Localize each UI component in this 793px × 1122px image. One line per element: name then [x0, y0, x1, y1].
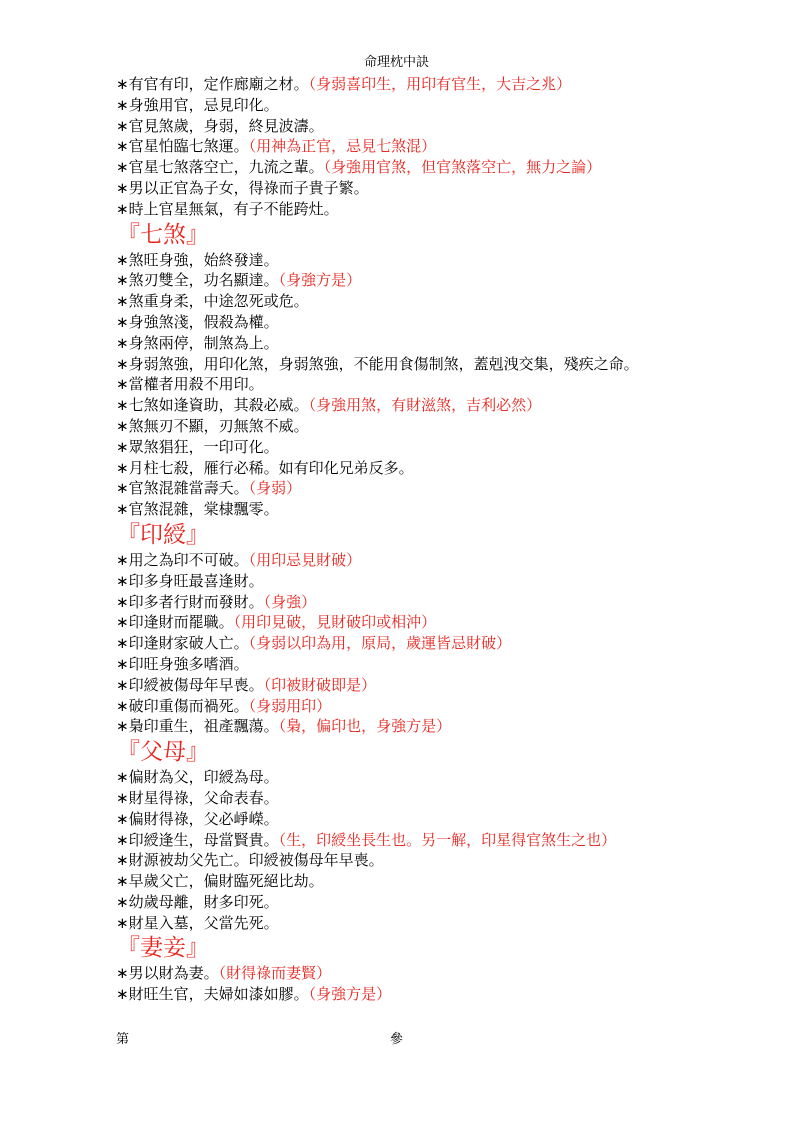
verse-line	[116, 157, 776, 178]
annotation-note: （用印見破，見財破印或相沖）	[233, 613, 437, 632]
verse-line	[116, 571, 776, 592]
verse-line	[116, 716, 776, 737]
verse-line	[116, 984, 776, 1005]
document-body	[116, 74, 776, 1005]
verse-line	[116, 416, 776, 437]
verse-text: ∗偏財得祿，父必崢嶸。	[116, 809, 279, 828]
verse-line	[116, 458, 776, 479]
annotation-note: （身弱以印為用，原局，歲運皆忌財破）	[248, 634, 512, 653]
verse-line	[116, 696, 776, 717]
annotation-note: （身弱用印）	[248, 696, 332, 715]
verse-text: ∗煞無刃不顯，刃無煞不威。	[116, 416, 309, 435]
annotation-note: （身弱）	[248, 479, 302, 498]
verse-text: ∗煞刃雙全，功名顯達。	[116, 271, 279, 290]
annotation-note: （印被財破即是）	[263, 675, 377, 694]
annotation-note: （梟，偏印也，身強方是）	[278, 717, 452, 736]
verse-line	[116, 136, 776, 157]
section-heading: 『印綬』	[117, 521, 209, 548]
section-heading: 『妻妾』	[117, 935, 209, 962]
verse-line	[116, 675, 776, 696]
annotation-note: （生，印綬坐長生也。另一解，印星得官煞生之也）	[278, 830, 617, 849]
header-title: 命理枕中訣	[363, 55, 429, 70]
verse-line	[116, 499, 776, 520]
verse-line	[116, 809, 776, 830]
verse-text: ∗梟印重生，祖產飄蕩。	[116, 717, 279, 736]
verse-text: ∗用之為印不可破。	[116, 550, 249, 569]
annotation-note: （用印忌見財破）	[248, 550, 362, 569]
verse-text: ∗印逢財而罷職。	[116, 613, 234, 632]
verse-line	[116, 612, 776, 633]
verse-text: ∗時上官星無氣，有子不能跨灶。	[116, 199, 339, 218]
verse-line	[116, 312, 776, 333]
verse-text: ∗男以財為妻。	[116, 964, 219, 983]
verse-text: ∗當權者用殺不用印。	[116, 375, 264, 394]
verse-line	[116, 333, 776, 354]
verse-line	[116, 374, 776, 395]
verse-line	[116, 788, 776, 809]
annotation-note: （財得祿而妻賢）	[218, 964, 332, 983]
verse-line	[116, 395, 776, 416]
verse-text: ∗幼歲母離，財多印死。	[116, 892, 279, 911]
verse-text: ∗男以正官為子女，得祿而子貴子繁。	[116, 178, 369, 197]
verse-text: ∗官星七煞落空亡，九流之輩。	[116, 158, 324, 177]
verse-line	[116, 291, 776, 312]
verse-line	[116, 592, 776, 613]
verse-text: ∗財旺生官，夫婦如漆如膠。	[116, 985, 309, 1004]
verse-line	[116, 654, 776, 675]
verse-line	[116, 633, 776, 654]
verse-line	[116, 830, 776, 851]
annotation-note: （身強）	[263, 592, 317, 611]
verse-line	[116, 913, 776, 934]
verse-text: ∗印多者行財而發財。	[116, 592, 264, 611]
verse-text: ∗財星得祿，父命表春。	[116, 788, 279, 807]
verse-text: ∗印多身旺最喜逢財。	[116, 571, 264, 590]
section-heading: 『七煞』	[117, 221, 209, 248]
verse-line	[116, 250, 776, 271]
verse-line	[116, 437, 776, 458]
verse-text: ∗身強用官，忌見印化。	[116, 95, 279, 114]
verse-text: ∗煞旺身強，始終發達。	[116, 250, 279, 269]
verse-line	[116, 550, 776, 571]
verse-text: ∗印逢財家破人亡。	[116, 634, 249, 653]
verse-line	[116, 116, 776, 137]
annotation-note: （身弱喜印生，用印有官生，大吉之兆）	[308, 75, 572, 93]
footer-page-number: 參	[390, 1032, 404, 1047]
annotation-note: （身強用煞，有財滋煞，吉利必然）	[308, 396, 542, 415]
annotation-note: （身強方是）	[308, 985, 392, 1004]
section-heading: 『父母』	[117, 739, 209, 766]
verse-line	[116, 354, 776, 375]
verse-line	[116, 199, 776, 220]
verse-line	[116, 178, 776, 199]
verse-text: ∗七煞如逢資助，其殺必威。	[116, 396, 309, 415]
verse-text: ∗有官有印，定作廊廟之材。	[116, 75, 309, 93]
page-header	[0, 54, 793, 72]
verse-line	[116, 850, 776, 871]
annotation-note: （身強方是）	[278, 271, 362, 290]
verse-text: ∗官星怕臨七煞運。	[116, 137, 249, 156]
verse-text: ∗身強煞淺，假殺為權。	[116, 312, 279, 331]
verse-text: ∗印綬逢生，母當賢貴。	[116, 830, 279, 849]
verse-line	[116, 767, 776, 788]
verse-text: ∗財源被劫父先亡。印綬被傷母年早喪。	[116, 851, 384, 870]
verse-text: ∗身弱煞強，用印化煞，身弱煞強，不能用食傷制煞，蓋剋洩交集，殘疾之命。	[116, 354, 639, 373]
verse-text: ∗官見煞歲，身弱，終見波濤。	[116, 116, 324, 135]
verse-text: ∗印綬被傷母年早喪。	[116, 675, 264, 694]
verse-line	[116, 892, 776, 913]
verse-text: ∗官煞混雜，棠棣飄零。	[116, 500, 279, 519]
verse-text: ∗偏財為父，印綬為母。	[116, 768, 279, 787]
verse-line	[116, 74, 776, 95]
verse-text: ∗身煞兩停，制煞為上。	[116, 333, 279, 352]
verse-text: ∗印旺身強多嗜酒。	[116, 654, 249, 673]
verse-line	[116, 871, 776, 892]
verse-text: ∗煞重身柔，中途忽死或危。	[116, 292, 309, 311]
verse-text: ∗眾煞猖狂，一印可化。	[116, 437, 279, 456]
verse-text: ∗官煞混雜當壽夭。	[116, 479, 249, 498]
footer-page-prefix: 第	[116, 1032, 130, 1047]
verse-text: ∗財星入墓，父當先死。	[116, 913, 279, 932]
verse-text: ∗早歲父亡，偏財臨死絕比劫。	[116, 872, 324, 891]
verse-text: ∗破印重傷而禍死。	[116, 696, 249, 715]
verse-line	[116, 95, 776, 116]
verse-line	[116, 270, 776, 291]
annotation-note: （身強用官煞，但官煞落空亡，無力之論）	[323, 158, 602, 177]
verse-line	[116, 963, 776, 984]
verse-line	[116, 478, 776, 499]
annotation-note: （用神為正官，忌見七煞混）	[248, 137, 437, 156]
verse-text: ∗月柱七殺，雁行必稀。如有印化兄弟反多。	[116, 458, 414, 477]
